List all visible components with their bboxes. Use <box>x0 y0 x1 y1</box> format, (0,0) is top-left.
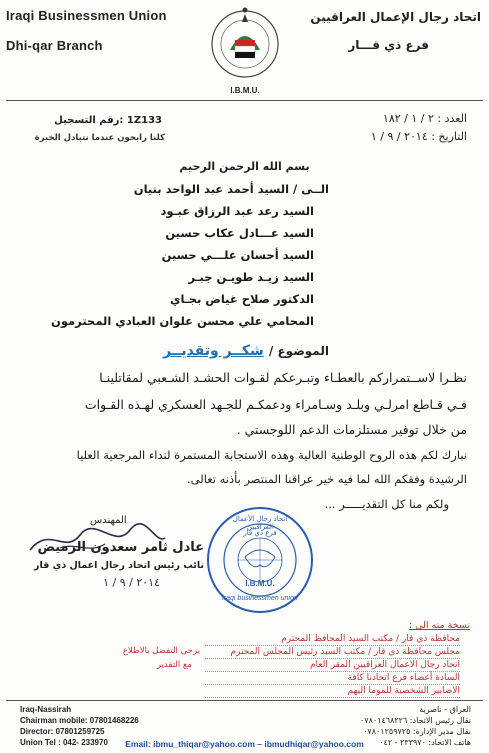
registration-motto: كلنا رابحون عندما نتبادل الخبرة <box>34 133 165 143</box>
footer-ar-line: العراق - ناصرية <box>419 705 471 714</box>
body-line: من خلال توفير مستلزمات الدعم اللوجستي . <box>236 422 467 437</box>
signature-name: عادل ثامر سعدون الرميض <box>37 540 204 555</box>
copies-note-2: مع التقدير <box>156 660 192 670</box>
union-logo <box>208 2 282 98</box>
copy-item: مجلس محافظة ذي قار / مكتب السيد رئيس المجلس المحترم <box>205 646 460 659</box>
recipient-line: السيد أحسان علـــي حسين <box>161 248 314 262</box>
signature-title: المهندس <box>90 515 127 526</box>
logo-emblem-icon <box>208 2 282 98</box>
closing-line: ولكم منا كل التقديـــــر ... <box>324 497 449 511</box>
footer-ar-line: نقال مدير الإدارة: ٠٧٨٠١٢٥٩٧٢٥ <box>363 727 471 736</box>
recipient-line: المحامي علي محسن علوان العبادي المحترمون <box>51 314 314 328</box>
subject-text: شكــر وتقديــر <box>163 343 264 359</box>
header-en-title: Iraqi Businessmen Union <box>6 8 167 23</box>
signature-position: نائب رئيس اتحاد رجال اعمال ذي قار <box>34 560 204 571</box>
body-line: نبارك لكم هذه الروح الوطنية العالية وهذه الاستجابة المستمرة لنداء المرجعية العليا <box>76 448 467 462</box>
reference-number: العدد : ٢ / ١ / ١٨٢ <box>382 112 467 125</box>
header-rule <box>6 100 483 101</box>
body-line: نظـرا لاســتمراركم بالعطـاء وتبـرعكم لقـوات الحشـد الشـعبي لمقاتلينـا <box>99 370 467 385</box>
body-line: الرشيدة وفقكم الله لما فيه خير عراقنا المنتصر بأذنه تعالى. <box>186 472 467 486</box>
recipient-line: الــى / السيد أحمد عبد الواحد بنيان <box>133 182 329 196</box>
copy-item: محافظة ذي قار / مكتب السيد المحافظ المحترم <box>205 633 460 646</box>
recipient-line: الدكتور صلاح غياض بجـاي <box>170 292 314 306</box>
reference-date: التاريخ : ٢٠١٤ / ٩ / ١ <box>370 130 467 143</box>
official-stamp <box>205 505 315 615</box>
registration-number: 1Z133 :رقم التسجيل <box>54 115 162 126</box>
footer-ar-line: نقال رئيس الاتحاد: ٠٧٨٠١٤٦٨٢٢٦ <box>360 716 471 725</box>
recipient-line: السيد رعد عبد الرزاق عبـود <box>160 204 314 218</box>
stamp-top-text: اتحاد رجال الأعمال العراقيين <box>232 515 288 531</box>
copy-item: الاضابير الشخصية للموما اليهم <box>205 685 460 698</box>
footer-en-line: Union Tel : 042- 233970 <box>20 738 108 747</box>
signature-date: ٢٠١٤ / ٩ / ١ <box>103 576 160 589</box>
header-en-branch: Dhi-qar Branch <box>6 38 103 53</box>
recipient-line: السيد زيـد طويـن جبـر <box>188 270 314 284</box>
stamp-center: I.B.M.U. <box>245 579 275 588</box>
body-line: فـي قـاطع امرلـي وبلـد وسـامراء ودعمكـم للجـهد العسكري لهـذه القـوات <box>84 397 467 412</box>
copies-heading: نسخة منه الى : <box>408 620 470 631</box>
footer-en-line: Iraq-Nassirah <box>20 705 72 714</box>
header-ar-branch: فرع ذي قـــار <box>348 38 429 52</box>
copy-item: اتحاد رجال الاعمال العراقيين المقر العام <box>205 659 460 672</box>
header-ar-title: اتحاد رجال الإعمال العراقيين <box>310 10 481 24</box>
footer-ar-line: هاتف الاتحاد: ٢٣٣٩٧٠ - ٠٤٢ <box>379 738 471 747</box>
logo-text: I.B.M.U. <box>230 86 260 95</box>
recipient-line: السيد عـــادل عكاب حسين <box>165 226 314 240</box>
basmala: بسم الله الرحمن الرحيم <box>179 160 310 173</box>
stamp-branch: فرع ذي قار <box>243 529 277 537</box>
stamp-bottom-text: iraqi businessmen union <box>222 595 298 602</box>
copy-item: السادة أعضاء فرع اتحادنا كافة <box>205 672 460 685</box>
copies-note-1: يرجى التفضل بالاطلاع <box>122 646 200 656</box>
footer-en-line: Director: 07801259725 <box>20 727 105 736</box>
subject-line <box>163 340 329 359</box>
footer-en-line: Chairman mobile: 07801468226 <box>20 716 139 725</box>
subject-label: الموضوع / <box>268 344 329 358</box>
footer-rule <box>6 700 483 701</box>
footer-email: Email: ibmu_thiqar@yahoo.com – ibmudhiqar@yahoo.com <box>125 739 364 749</box>
